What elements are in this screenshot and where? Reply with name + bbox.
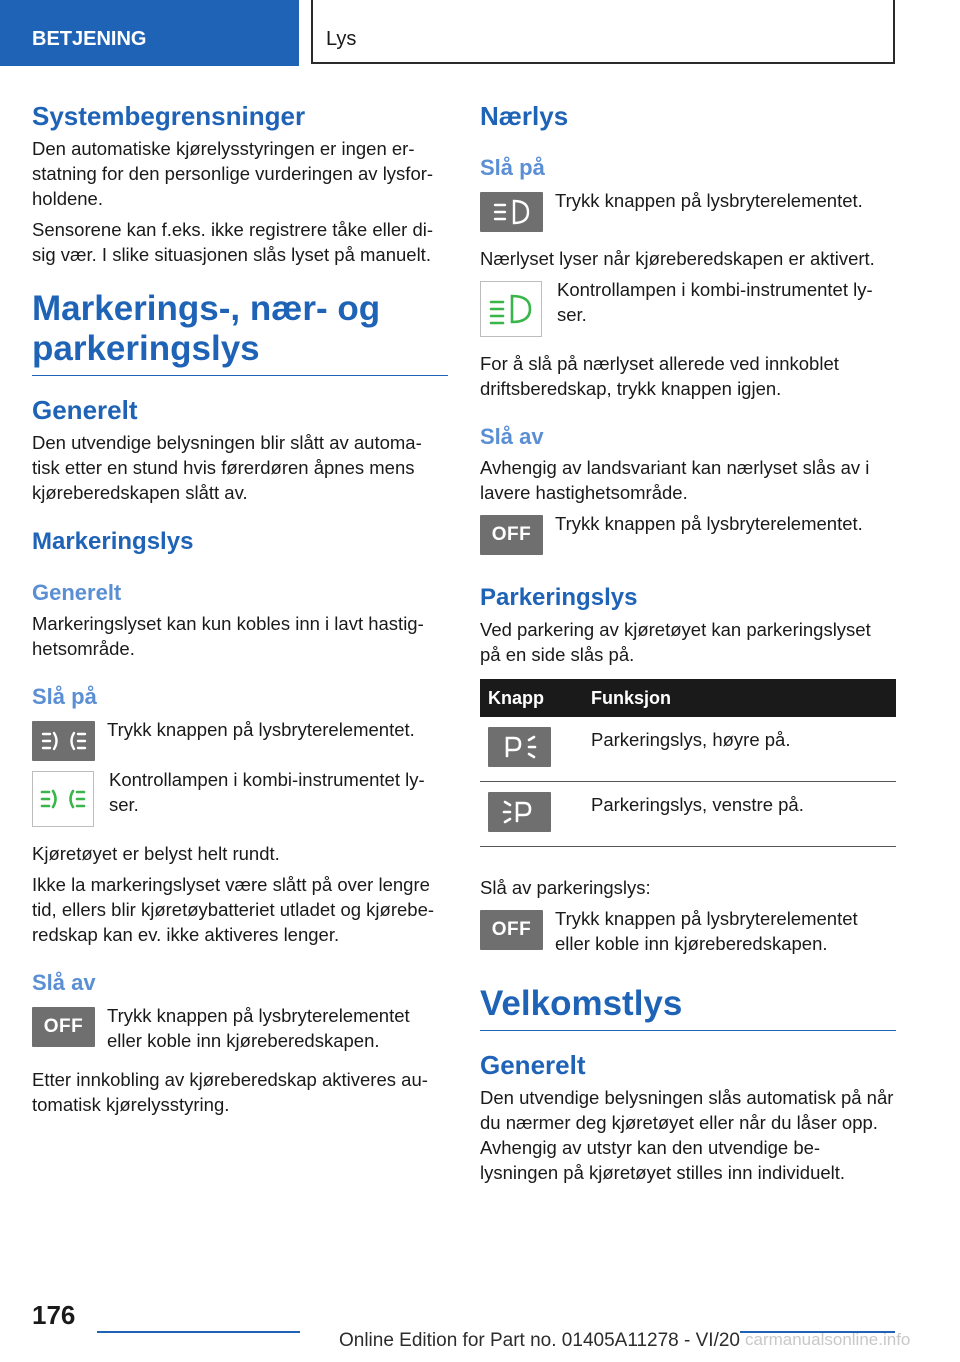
paragraph: Nærlyset lyser når kjøreberedskapen er aktivert. [480,248,875,269]
instruction-row [32,717,448,761]
heading-velkomstlys: Velkomstlys [480,984,896,1031]
subheading-sla-pa: Slå på [32,684,97,709]
paragraph: Ikke la markeringslyset være slått på over lengre tid, ellers blir kjøretøybatteriet utladet og kjørebe-redskap kan ev. ikke aktiveres lenger. [32,874,435,945]
low-beam-indicator-icon [480,281,542,337]
heading-markerings-naer-parkeringslys: Markerings-, nær- og parkeringslys [32,289,448,376]
left-column [32,100,448,1117]
paragraph: Markeringslyset kan kun kobles inn i lavt hastig-hetsområde. [32,613,424,659]
paragraph: Sensorene kan f.eks. ikke registrere tåke eller di-sig vær. I slike situasjonen slås lyset på manuelt. [32,219,434,265]
heading-systembegrensninger: Systembegrensninger [32,101,306,131]
heading-generelt: Generelt [480,1050,586,1080]
paragraph: Den utvendige belysningen slås automatisk på når du nærmer deg kjøretøyet eller når du låser opp. Avhengig av utstyr kan den utvendige be-lysningen på kjøretøyet stilles inn individuelt. [480,1087,894,1183]
table-header-funksjon: Funksjon [583,679,896,717]
paragraph: Den automatiske kjørelysstyringen er ingen er-statning for den personlige vurderingen av lysfor-holdene. [32,138,434,209]
instruction-text: Trykk knappen på lysbryterelementet eller koble inn kjøreberedskapen. [555,908,858,954]
instruction-row [32,1003,448,1053]
instruction-row [480,188,896,232]
chapter-title: Lys [311,0,895,64]
heading-naerlys: Nærlys [480,101,569,131]
instruction-text: Trykk knappen på lysbryterelementet. [555,190,863,211]
table-cell-function: Parkeringslys, venstre på. [583,782,896,847]
subheading-sla-av: Slå av [32,970,96,995]
heading-parkeringslys: Parkeringslys [480,584,638,611]
table-cell-function: Parkeringslys, høyre på. [583,717,896,782]
instruction-row [32,767,448,827]
subheading-generelt: Generelt [32,580,122,605]
off-button-icon: OFF [480,910,543,950]
heading-generelt: Generelt [32,395,138,425]
subheading-sla-pa: Slå på [480,155,545,180]
section-tab: BETJENING [0,0,299,66]
instruction-text: Kontrollampen i kombi-instrumentet ly-ser. [109,769,425,815]
table-row [480,782,896,847]
instruction-text: Trykk knappen på lysbryterelementet. [555,513,863,534]
instruction-row [480,277,896,337]
paragraph: Kjøretøyet er belyst helt rundt. [32,843,280,864]
paragraph: Ved parkering av kjøretøyet kan parkeringslyset på en side slås på. [480,619,871,665]
off-button-icon: OFF [480,515,543,555]
instruction-text: Trykk knappen på lysbryterelementet. [107,719,415,740]
instruction-row [480,511,896,555]
heading-markeringslys: Markeringslys [32,528,194,555]
instruction-row [480,906,896,956]
page-number: 176 [32,1300,76,1330]
side-marker-indicator-icon [32,771,94,827]
parking-light-left-icon [488,792,551,832]
table-header-knapp: Knapp [480,679,583,717]
side-marker-light-button-icon [32,721,95,761]
off-button-icon: OFF [32,1007,95,1047]
function-table [480,679,896,847]
subheading-sla-av: Slå av [480,424,544,449]
low-beam-button-icon [480,192,543,232]
right-column [480,100,896,1185]
paragraph: Den utvendige belysningen blir slått av automa-tisk etter en stund hvis førerdøren åpnes mens kjøreberedskapen slått av. [32,432,422,503]
instruction-text: Kontrollampen i kombi-instrumentet ly-ser. [557,279,873,325]
footer-edition: Online Edition for Part no. 01405A11278 - VI/20 [300,1328,740,1360]
instruction-text: Trykk knappen på lysbryterelementet eller koble inn kjøreberedskapen. [107,1005,410,1051]
paragraph: Slå av parkeringslys: [480,877,651,898]
table-header-row [480,679,896,717]
paragraph: For å slå på nærlyset allerede ved innkoblet driftsberedskap, trykk knappen igjen. [480,353,839,399]
paragraph: Avhengig av landsvariant kan nærlyset slås av i lavere hastighetsområde. [480,457,870,503]
parking-light-right-icon [488,727,551,767]
table-row [480,717,896,782]
watermark: carmanualsonline.info [745,1330,911,1349]
paragraph: Etter innkobling av kjøreberedskap aktiveres au-tomatisk kjørelysstyring. [32,1069,428,1115]
